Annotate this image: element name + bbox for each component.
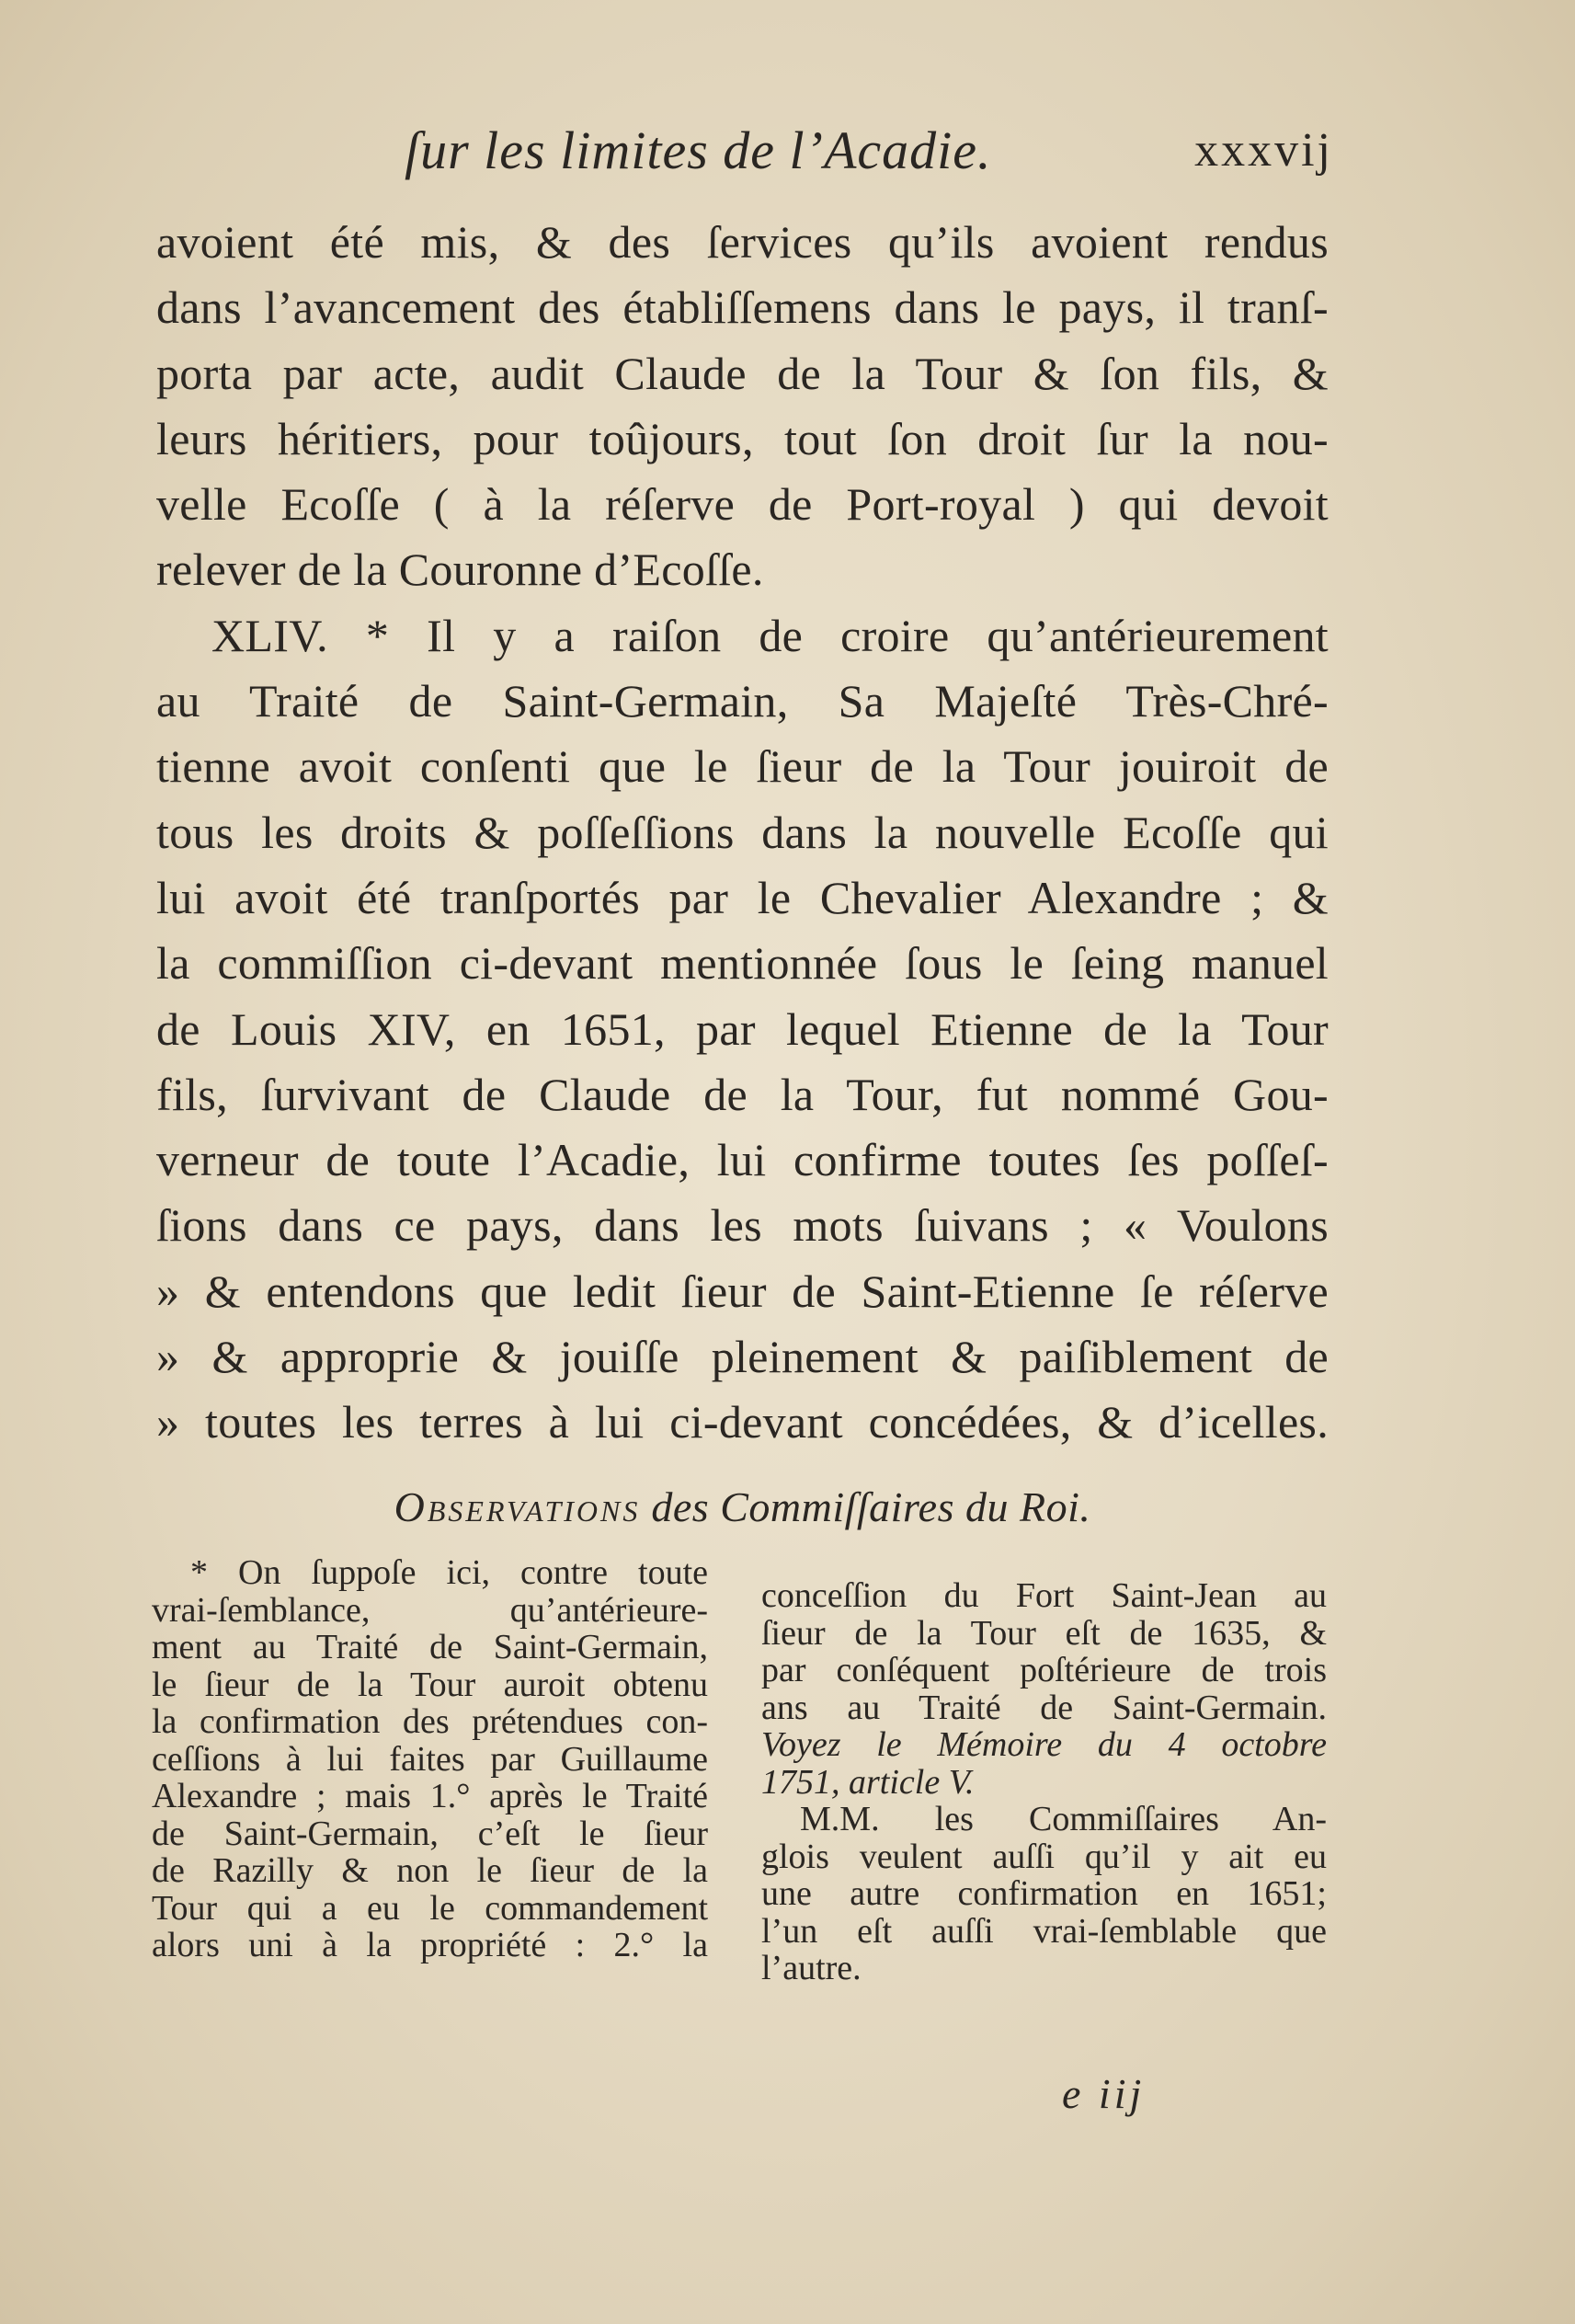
quoted-line: » & approprie & jouiſſe pleinement & paiſiblement de xyxy=(156,1331,1329,1383)
text-line: tous les droits & poſſeſſions dans la nouvelle Ecoſſe qui xyxy=(156,806,1329,858)
text-line: tienne avoit conſenti que le ſieur de la Tour jouiroit de xyxy=(156,740,1329,793)
note-line: conceſſion du Fort Saint-Jean au xyxy=(761,1576,1327,1615)
text-line: fils, ſurvivant de Claude de la Tour, fut nommé Gou- xyxy=(156,1068,1329,1120)
observations-heading-caps: Observations xyxy=(394,1483,641,1530)
note-reference-line: Voyez le Mémoire du 4 octobre xyxy=(761,1725,1327,1764)
text-line: velle Ecoſſe ( à la réſerve de Port-royal ) qui devoit xyxy=(156,478,1329,531)
text-line: ſions dans ce pays, dans les mots ſuivans ; « Voulons xyxy=(156,1199,1329,1252)
note-line: l’autre. xyxy=(761,1949,862,1987)
note-line: de Razilly & non le ſieur de la xyxy=(152,1851,708,1890)
note-line: ſieur de la Tour eſt de 1635, & xyxy=(761,1613,1327,1653)
page-number: xxxvij xyxy=(1194,124,1333,177)
observations-heading-rest: des Commiſſaires du Roi. xyxy=(640,1483,1091,1530)
note-line: de Saint-Germain, c’eſt le ſieur xyxy=(152,1814,708,1853)
text-line: avoient été mis, & des ſervices qu’ils avoient rendus xyxy=(156,216,1329,268)
note-line: ment au Traité de Saint-Germain, xyxy=(152,1628,708,1666)
note-line: ans au Traité de Saint-Germain. xyxy=(761,1688,1327,1727)
note-line: Alexandre ; mais 1.° après le Traité xyxy=(152,1777,708,1815)
note-line: Tour qui a eu le commandement xyxy=(152,1888,708,1928)
note-line: par conſéquent poſtérieure de trois xyxy=(761,1651,1327,1689)
note-line: ceſſions à lui faites par Guillaume xyxy=(152,1739,708,1779)
text-line: leurs héritiers, pour toûjours, tout ſon droit ſur la nou- xyxy=(156,412,1329,464)
paragraph-xliv-start: XLIV. * Il y a raiſon de croire qu’antérieurement xyxy=(211,609,1329,661)
signature-mark: e iij xyxy=(1062,2070,1146,2117)
text-line: lui avoit été tranſportés par le Chevalier Alexandre ; & xyxy=(156,871,1329,923)
text-line: relever de la Couronne d’Ecoſſe. xyxy=(156,544,764,596)
note-line: alors uni à la propriété : 2.° la xyxy=(152,1926,708,1964)
quoted-line: » toutes les terres à lui ci-devant concédées, & d’icelles. xyxy=(156,1396,1329,1448)
note-line: M.M. les Commiſſaires An- xyxy=(800,1800,1327,1838)
main-text-block xyxy=(156,210,1329,1456)
text-line: au Traité de Saint-Germain, Sa Majeſté Très-Chré- xyxy=(156,675,1329,727)
page-header xyxy=(156,120,1333,193)
note-line: une autre confirmation en 1651; xyxy=(761,1874,1327,1913)
text-line: verneur de toute l’Acadie, lui confirme toutes ſes poſſeſ- xyxy=(156,1134,1329,1186)
text-line: la commiſſion ci-devant mentionnée ſous le ſeing manuel xyxy=(156,937,1329,990)
note-line: glois veulent auſſi qu’il y ait eu xyxy=(761,1837,1327,1876)
note-line: le ſieur de la Tour auroit obtenu xyxy=(152,1665,708,1704)
running-title: ſur les limites de l’Acadie. xyxy=(405,120,992,180)
observations-left-column xyxy=(152,1554,708,1964)
observations-heading xyxy=(156,1483,1329,1531)
text-line: dans l’avancement des établiſſemens dans le pays, il tranſ- xyxy=(156,281,1329,334)
note-reference-line: 1751, article V. xyxy=(761,1762,975,1802)
observations-right-column xyxy=(761,1577,1327,1987)
quoted-line: » & entendons que ledit ſieur de Saint-Etienne ſe réſerve xyxy=(156,1265,1329,1317)
note-line: * On ſuppoſe ici, contre toute xyxy=(190,1553,708,1592)
note-line: la confirmation des prétendues con- xyxy=(152,1702,708,1741)
text-line: de Louis XIV, en 1651, par lequel Etienne de la Tour xyxy=(156,1002,1329,1055)
text-line: porta par acte, audit Claude de la Tour & ſon fils, & xyxy=(156,347,1329,399)
note-line: l’un eſt auſſi vrai-ſemblable que xyxy=(761,1911,1327,1951)
note-line: vrai-ſemblance, qu’antérieure- xyxy=(152,1590,708,1630)
